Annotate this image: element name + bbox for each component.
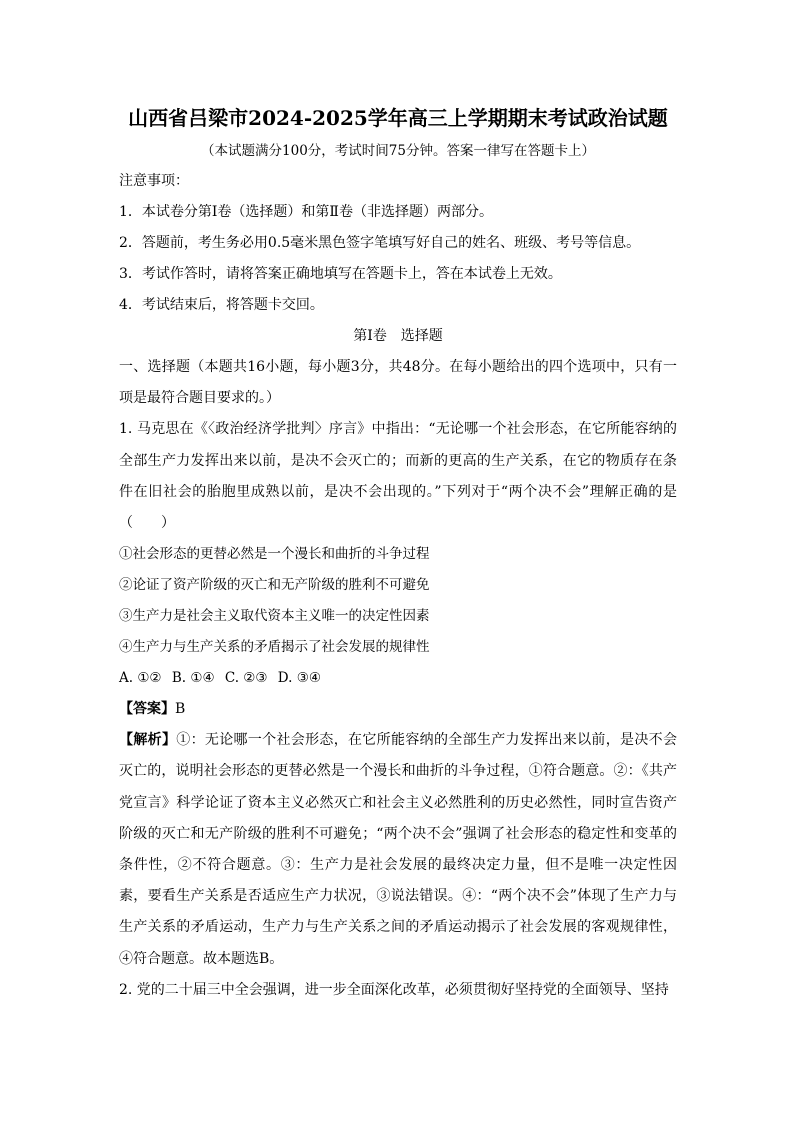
notice-item: 4．考试结束后，将答题卡交回。 <box>119 297 324 313</box>
section-title: 第Ⅰ卷 选择题 <box>353 328 443 344</box>
choice-b: B. ①④ <box>171 670 215 687</box>
question-1-option: ③生产力是社会主义取代资本主义唯一的决定性因素 <box>119 608 430 625</box>
question-1-answer <box>119 694 677 725</box>
choice-c: C. ②③ <box>224 670 268 687</box>
notice-heading: 注意事项： <box>119 173 189 189</box>
exam-subtitle: （本试题满分100分，考试时间75分钟。答案一律写在答题卡上） <box>201 143 595 159</box>
question-2-stem: 2. 党的二十届三中全会强调，进一步全面深化改革，必须贯彻好坚持党的全面领导、坚持 <box>119 981 669 998</box>
part-intro: 一、选择题（本题共16小题，每小题3分，共48分。在每小题给出的四个选项中，只有一项是最符合题目要求的。） <box>119 359 677 407</box>
notice-item: 1．本试卷分第Ⅰ卷（选择题）和第Ⅱ卷（非选择题）两部分。 <box>119 204 493 220</box>
analysis-text: ①：无论哪一个社会形态，在它所能容纳的全部生产力发挥出来以前，是决不会灭亡的，说明社会形态的更替必然是一个漫长和曲折的斗争过程，①符合题意。②：《共产党宣言》科学论证了资本主义必然灭亡和社会主义必然胜利的历史必然性，同时宣告资产阶级的灭亡和无产阶级的胜利不可避免；“两个决不会”强调了社会形态的稳定性和变革的条件性，②不符合题意。③：生产力是社会发展的最终决定力量，但不是唯一决定性因素，要看生产关系是否适应生产力状况，③说法错误。④：“两个决不会”体现了生产力与生产关系的矛盾运动，生产力与生产关系之间的矛盾运动揭示了社会发展的客观规律性，④符合题意。故本题选B。 <box>119 732 678 967</box>
choice-a: A. ①② <box>119 670 162 687</box>
question-1-option: ①社会形态的更替必然是一个漫长和曲折的斗争过程 <box>119 546 430 563</box>
analysis-label: 【解析】 <box>119 732 177 749</box>
notice-item: 3．考试作答时，请将答案正确地填写在答题卡上，答在本试卷上无效。 <box>119 266 562 282</box>
question-1-analysis <box>119 725 677 975</box>
notice-item: 2．答题前，考生务必用0.5毫米黑色签字笔填写好自己的姓名、班级、考号等信息。 <box>119 235 641 251</box>
question-1-stem: 1. 马克思在《〈政治经济学批判〉序言》中指出：“无论哪一个社会形态，在它所能容纳的全部生产力发挥出来以前，是决不会灭亡的；而新的更高的生产关系，在它的物质存在条件在旧社会的胎胞里成熟以前，是决不会出现的。”下列对于“两个决不会”理解正确的是（ ） <box>119 421 677 532</box>
question-1-option: ④生产力与生产关系的矛盾揭示了社会发展的规律性 <box>119 639 430 656</box>
question-1-option: ②论证了资产阶级的灭亡和无产阶级的胜利不可避免 <box>119 577 430 594</box>
answer-value: B <box>175 701 186 718</box>
exam-title: 山西省吕梁市2024-2025学年高三上学期期末考试政治试题 <box>128 106 668 130</box>
choice-d: D. ③④ <box>277 670 321 687</box>
question-1-choices <box>119 663 677 694</box>
answer-label: 【答案】 <box>119 701 175 718</box>
page-content <box>119 100 677 1006</box>
